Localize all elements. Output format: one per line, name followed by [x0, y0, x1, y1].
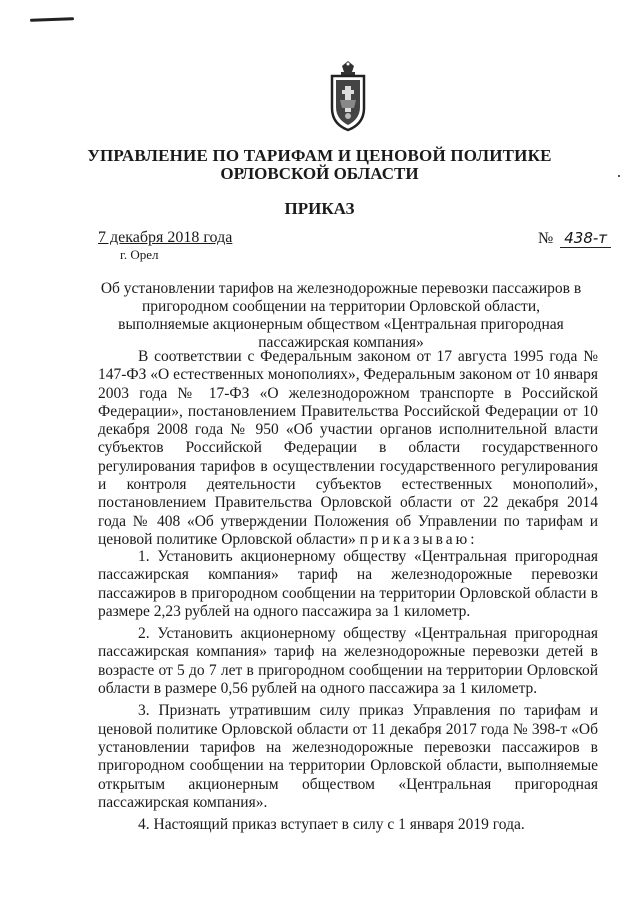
agency-name-line2: ОРЛОВСКОЙ ОБЛАСТИ [220, 164, 419, 183]
document-type: ПРИКАЗ [284, 199, 355, 218]
scan-pen-mark [30, 17, 74, 22]
preamble [98, 348, 598, 549]
preamble-keyword: приказываю: [359, 530, 478, 548]
order-item: 3. Признать утратившим силу приказ Управления по тарифам и ценовой политике Орловской области от 11 декабря 2017 года № 398-т «Об установлении тарифов на железнодорожные перевозки пассажиров в пригородном сообщении на территории Орловской области, выполняемые открытым акционерным обществом «Центральная пригородная пассажирская компания». [98, 702, 598, 811]
agency-name-line1: УПРАВЛЕНИЕ ПО ТАРИФАМ И ЦЕНОВОЙ ПОЛИТИКЕ [87, 146, 552, 165]
handwritten-number: 438-т [560, 229, 611, 248]
order-items [98, 548, 598, 838]
order-item: 2. Установить акционерному обществу «Центральная пригородная пассажирская компания» тариф на железнодорожные перевозки детей в возрасте от 5 до 7 лет в пригородном сообщении на территории Орловской области в размере 0,56 рублей на одного пассажира за 1 километр. [98, 625, 598, 698]
coat-of-arms-icon [326, 60, 370, 132]
order-item: 1. Установить акционерному обществу «Центральная пригородная пассажирская компания» тариф на железнодорожные перевозки пассажиров в пригородном сообщении на территории Орловской области в размере 2,23 рублей на одного пассажира за 1 километр. [98, 548, 598, 620]
order-item: 4. Настоящий приказ вступает в силу с 1 января 2019 года. [138, 816, 525, 834]
number-sign: № [538, 230, 554, 247]
order-number [538, 229, 611, 248]
preamble-text: В соответствии с Федеральным законом от 17 августа 1995 года № 147-ФЗ «О естественных монополиях», Федеральным законом от 10 января 2003 года № 17-ФЗ «О железнодорожном транспорте в Российской Федерации», постановлением Правительства Российской Федерации от 10 декабря 2008 года № 950 «Об участии органов исполнительной власти субъектов Российской Федерации в области государственного регулирования тарифов в осуществлении государственного регулирования и контроля деятельности субъектов естественных монополий», постановлением Правительства Орловской области от 22 декабря 2014 года № 408 «Об утверждении Положения об Управлении по тарифам и ценовой политике Орловской области» [98, 348, 598, 548]
order-city: г. Орел [120, 247, 159, 262]
order-title: Об установлении тарифов на железнодорожные перевозки пассажиров в пригородном сообщении на территории Орловской области, выполняемые акционерным обществом «Центральная пригородная пассажирская компания» [100, 280, 582, 351]
order-date: 7 декабря 2018 года [98, 229, 233, 246]
